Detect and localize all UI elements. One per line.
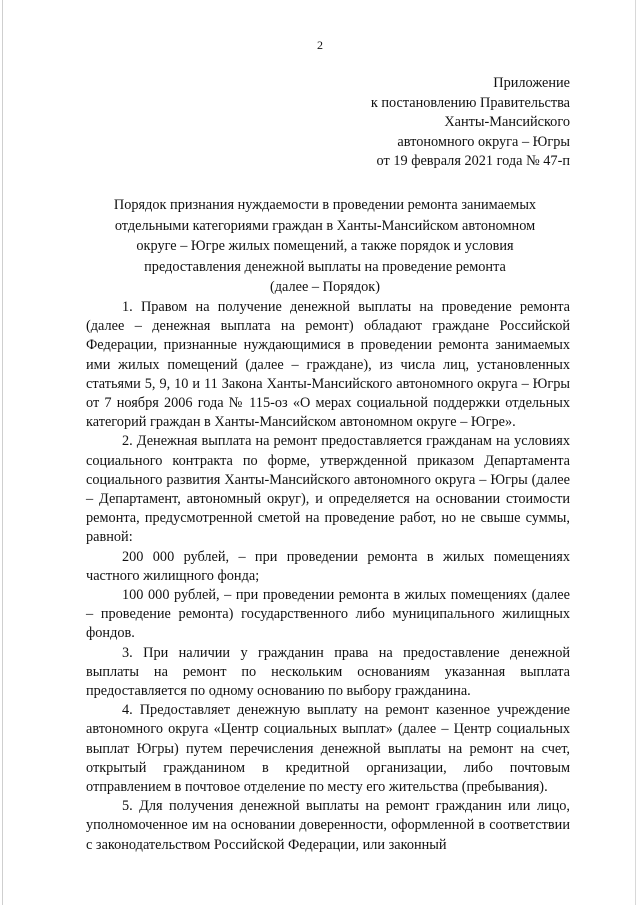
page-edge-right bbox=[635, 0, 636, 905]
page-edge-left bbox=[2, 0, 3, 905]
paragraph-4: 4. Предоставляет денежную выплату на ремонт казенное учреждение автономного округа «Центр социальных выплат» (далее – Центр социальных выплат Югры) путем перечисления денежной выплаты на ремонт на счет, открытый гражданином в кредитной организации, либо почтовым отправлением в почтовое отделение по месту его жительства (пребывания). bbox=[86, 702, 570, 796]
paragraph-5: 5. Для получения денежной выплаты на ремонт гражданин или лицо, уполномоченное им на основании доверенности, оформленной в соответствии с законодательством Российской Федерации, или законный bbox=[86, 798, 570, 853]
title-line: отдельными категориями граждан в Ханты-Мансийском автономном bbox=[114, 217, 536, 234]
title-line: (далее – Порядок) bbox=[270, 279, 380, 296]
page-number: 2 bbox=[317, 38, 323, 52]
title-line: предоставления денежной выплаты на проведение ремонта bbox=[144, 258, 506, 275]
paragraph-2-amount-private: 200 000 рублей, – при проведении ремонта в жилых помещениях частного жилищного фонда; bbox=[86, 548, 570, 584]
paragraph-3: 3. При наличии у гражданин права на предоставление денежной выплаты на ремонт по нескольким основаниям указанная выплата предоставляется по одному основанию по выбору гражданина. bbox=[86, 644, 570, 700]
title-line: округе – Югре жилых помещений, а также порядок и условия bbox=[136, 238, 514, 255]
appendix-line: от 19 февраля 2021 года № 47-п bbox=[376, 153, 570, 170]
document-title bbox=[80, 195, 570, 298]
appendix-line: Ханты-Мансийского bbox=[444, 114, 570, 131]
appendix-line: Приложение bbox=[493, 75, 570, 91]
appendix-header bbox=[300, 74, 570, 172]
body-text bbox=[86, 298, 570, 855]
paragraph-2: 2. Денежная выплата на ремонт предоставляется гражданам на условиях социального контракта по форме, утвержденной приказом Департамента социального развития Ханты-Мансийского автономного округа – Югры (далее – Департамент, автономный округ), и определяется на основании стоимости ремонта, предусмотренной сметой на проведение работ, но не свыше суммы, равной: bbox=[86, 433, 570, 546]
appendix-line: автономного округа – Югры bbox=[397, 133, 570, 150]
title-line: Порядок признания нуждаемости в проведении ремонта занимаемых bbox=[113, 197, 537, 213]
paragraph-1: 1. Правом на получение денежной выплаты на проведение ремонта (далее – денежная выплата на ремонт) обладают граждане Российской Федерации, признанные нуждающимися в проведении ремонта занимаемых ими жилых помещений (далее – граждане), из числа лиц, установленных статьями 5, 9, 10 и 11 Закона Ханты-Мансийского автономного округа – Югры от 7 ноября 2006 года № 115-оз «О мерах социальной поддержки отдельных категорий граждан в Ханты-Мансийском автономном округе – Югре». bbox=[86, 299, 570, 431]
paragraph-2-amount-public: 100 000 рублей, – при проведении ремонта в жилых помещениях (далее – проведение ремонта) государственного либо муниципального жилищных фондов. bbox=[86, 587, 570, 642]
appendix-line: к постановлению Правительства bbox=[370, 94, 570, 111]
